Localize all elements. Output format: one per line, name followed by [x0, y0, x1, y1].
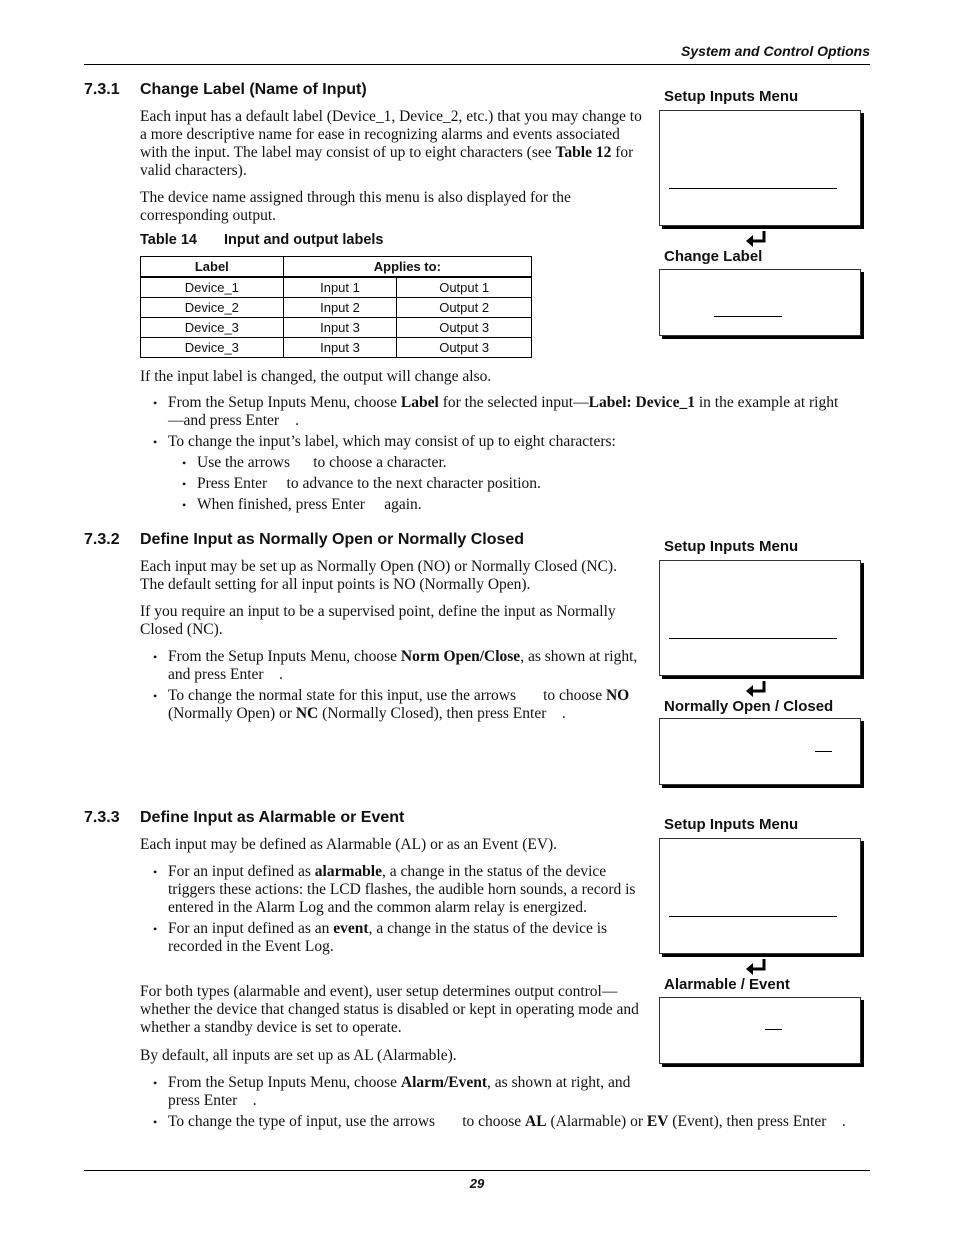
lcd-screen-setup-inputs-3 — [659, 838, 861, 954]
lcd-cursor-line — [669, 638, 837, 639]
table-header-row — [141, 257, 532, 278]
text: From the Setup Inputs Menu, choose — [168, 648, 401, 665]
text: Label — [400, 394, 439, 411]
text: Label: Device_1 — [588, 394, 695, 411]
text: For an input defined as an — [168, 920, 334, 937]
table-row — [141, 298, 532, 318]
cell: Input 1 — [283, 277, 397, 298]
cell: Output 2 — [397, 298, 532, 318]
list-item: • When finished, press Enter again. — [140, 496, 870, 514]
text: (Normally Closed), then press Enter . — [318, 705, 566, 722]
text: , a change in the status of the device is recorded in the Event Log. — [168, 920, 608, 955]
list-item: • Press Enter to advance to the next character position. — [140, 475, 870, 493]
text: NO — [605, 687, 630, 704]
lcd-cursor-line — [815, 751, 832, 752]
header-label: Label — [141, 257, 284, 278]
text: in the example at right—and press Enter — [168, 394, 839, 429]
table-row — [141, 318, 532, 338]
cell: Output 3 — [397, 318, 532, 338]
cell: Device_3 — [141, 318, 284, 338]
table-caption — [140, 232, 384, 248]
enter-return-arrow-icon — [745, 957, 769, 977]
cell: Output 3 — [397, 338, 532, 358]
section-title: Change Label (Name of Input) — [140, 81, 367, 98]
panel-title-setup-inputs-3: Setup Inputs Menu — [664, 816, 799, 833]
labels-table — [140, 256, 532, 358]
text: (Normally Open) or — [168, 687, 634, 722]
list-item — [140, 394, 842, 430]
section-number: 7.3.2 — [84, 531, 120, 548]
table-row — [141, 277, 532, 298]
lcd-cursor-line — [714, 316, 782, 317]
section-title: Define Input as Alarmable or Event — [140, 809, 405, 826]
text: event — [333, 920, 369, 937]
panel-title-alarmable-event: Alarmable / Event — [664, 976, 790, 993]
text: , as shown at right, and press Enter . — [168, 1074, 635, 1109]
text: Alarm/Event — [400, 1074, 488, 1091]
panel-title-normally-open-closed: Normally Open / Closed — [664, 698, 834, 715]
section-number: 7.3.3 — [84, 809, 120, 826]
table-reference: Table 12 — [555, 144, 612, 161]
table-row — [141, 338, 532, 358]
list-item: • Use the arrows to choose a character. — [140, 454, 870, 472]
enter-return-arrow-icon — [745, 679, 769, 699]
s3-paragraph-2: For both types (alarmable and event), user setup determines output control—whether the device that changed status is disabled or kept in operating mode and whether a standby device is set to operate. — [140, 983, 639, 1036]
s3-paragraph-1: Each input may be defined as Alarmable (AL) or as an Event (EV). — [140, 836, 558, 853]
s1-paragraph-3: If the input label is changed, the output will change also. — [140, 368, 492, 385]
lcd-screen-setup-inputs-1 — [659, 110, 861, 226]
text: for valid characters). — [140, 144, 634, 179]
s1-bullets — [140, 394, 870, 514]
text: , a change in the status of the device triggers these actions: the LCD flashes, the audible horn sounds, a record is entered in the Alarm Log and the common alarm relay is energized. — [168, 863, 636, 916]
lcd-screen-normally-open-closed — [659, 718, 861, 785]
cell: Device_1 — [141, 277, 284, 298]
s1-paragraph-1 — [140, 108, 643, 180]
cell: Input 2 — [283, 298, 397, 318]
list-item — [140, 648, 643, 684]
lcd-cursor-line — [669, 916, 837, 917]
s2-bullets — [140, 648, 643, 723]
section-title: Define Input as Normally Open or Normally Closed — [140, 531, 525, 548]
text: (Alarmable) or — [546, 1113, 647, 1130]
s3-paragraph-3: By default, all inputs are set up as AL (Alarmable). — [140, 1047, 457, 1064]
list-item — [140, 863, 643, 917]
running-header: System and Control Options — [680, 43, 870, 59]
section-number: 7.3.1 — [84, 81, 120, 98]
s3-bullets-2 — [140, 1074, 870, 1131]
text: Norm Open/Close — [400, 648, 521, 665]
panel-title-setup-inputs-2: Setup Inputs Menu — [664, 538, 799, 555]
panel-title-setup-inputs-1: Setup Inputs Menu — [664, 88, 799, 105]
list-item — [140, 1074, 643, 1110]
lcd-screen-setup-inputs-2 — [659, 560, 861, 676]
text: NC — [295, 705, 319, 722]
text: for the selected input— — [438, 394, 589, 411]
lcd-cursor-line — [669, 188, 837, 189]
table-title: Input and output labels — [224, 232, 384, 248]
list-item — [140, 687, 643, 723]
list-item: • To change the input’s label, which may consist of up to eight characters: — [140, 433, 870, 451]
cell: Input 3 — [283, 338, 397, 358]
text: To change the normal state for this input, use the arrows to choose — [168, 687, 606, 704]
text: To change the type of input, use the arrows to choose — [168, 1113, 526, 1130]
page-number: 29 — [469, 1176, 485, 1191]
header-applies: Applies to: — [283, 257, 531, 278]
panel-title-change-label: Change Label — [664, 248, 763, 265]
footer-rule — [84, 1170, 870, 1171]
cell: Output 1 — [397, 277, 532, 298]
text: AL — [525, 1113, 547, 1130]
section-heading-7-3-3 — [84, 809, 404, 827]
text: (Event), then press Enter . — [668, 1113, 846, 1130]
text: alarmable — [314, 863, 382, 880]
text: , as shown at right, and press Enter . — [168, 648, 642, 683]
text: Each input has a default label (Device_1, Device_2, etc.) that you may change to a more descriptive name for ease in recognizing alarms and events associated with the input. The label may consist of up to eight characters (see — [140, 108, 642, 161]
table-number: Table 14 — [140, 232, 197, 248]
text: From the Setup Inputs Menu, choose — [168, 1074, 401, 1091]
list-item — [140, 920, 643, 956]
s3-bullets-1 — [140, 863, 643, 956]
text: From the Setup Inputs Menu, choose — [168, 394, 401, 411]
lcd-screen-change-label — [659, 269, 861, 336]
section-heading-7-3-1 — [84, 81, 367, 99]
enter-return-arrow-icon — [745, 229, 769, 249]
header-rule — [84, 64, 870, 65]
list-item — [140, 1113, 870, 1131]
text: For an input defined as — [168, 863, 315, 880]
text: . — [295, 412, 299, 429]
lcd-screen-alarmable-event — [659, 997, 861, 1064]
s2-paragraph-1: Each input may be set up as Normally Open (NO) or Normally Closed (NC). The default setting for all input points is NO (Normally Open). — [140, 558, 617, 593]
cell: Device_3 — [141, 338, 284, 358]
lcd-cursor-line — [765, 1029, 782, 1030]
section-heading-7-3-2 — [84, 531, 524, 549]
s2-paragraph-2: If you require an input to be a supervised point, define the input as Normally Closed (NC). — [140, 603, 616, 638]
text: EV — [646, 1113, 669, 1130]
cell: Device_2 — [141, 298, 284, 318]
cell: Input 3 — [283, 318, 397, 338]
s1-paragraph-2: The device name assigned through this menu is also displayed for the corresponding output. — [140, 189, 571, 224]
